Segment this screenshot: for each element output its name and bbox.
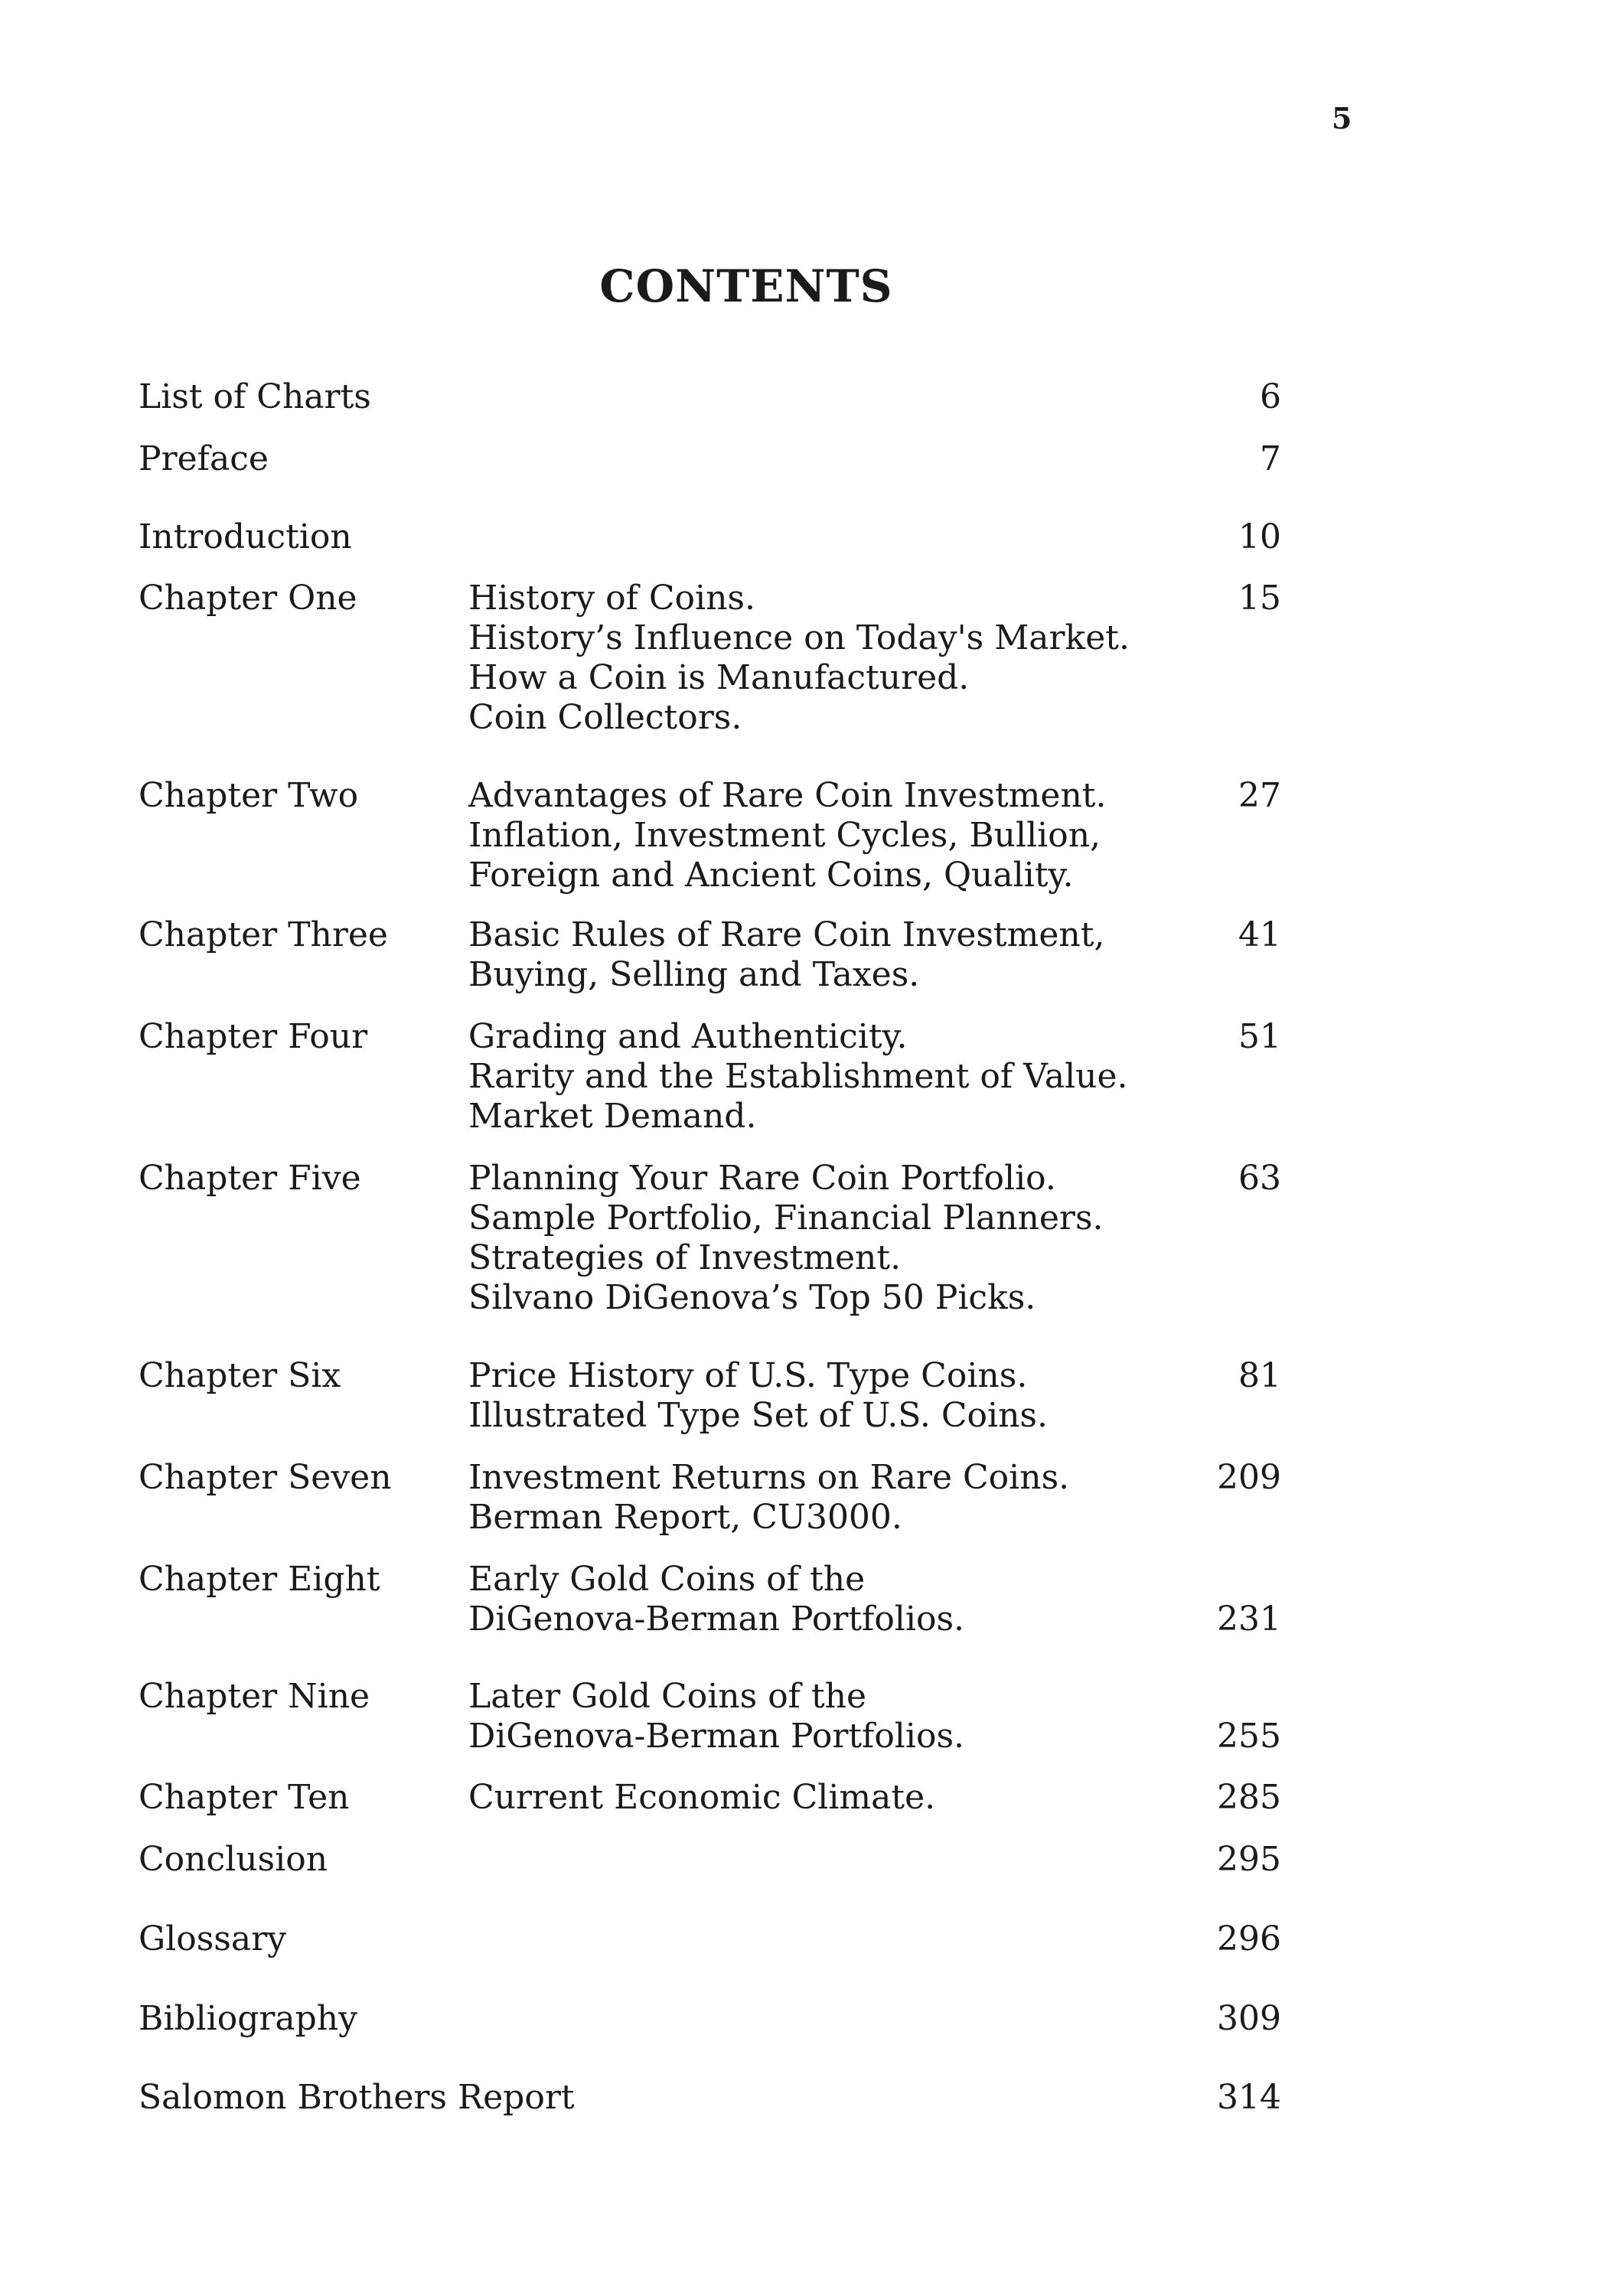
entry-description-line: DiGenova-Berman Portfolios. (468, 1600, 965, 1639)
entry-description-line: Rarity and the Establishment of Value. (468, 1057, 1128, 1096)
entry-label: Chapter Eight (139, 1560, 380, 1599)
entry-description-line: Basic Rules of Rare Coin Investment, (468, 915, 1105, 954)
entry-label: Conclusion (139, 1840, 328, 1879)
entry-description-line: Sample Portfolio, Financial Planners. (468, 1199, 1104, 1238)
entry-label: Chapter Two (139, 776, 359, 815)
entry-description-line: How a Coin is Manufactured. (468, 658, 970, 697)
entry-label: Bibliography (139, 1999, 357, 2038)
entry-description-line: Investment Returns on Rare Coins. (468, 1458, 1070, 1497)
page-number: 5 (1332, 101, 1352, 135)
entry-label: Chapter Five (139, 1159, 361, 1198)
entry-label: Chapter Four (139, 1017, 368, 1056)
entry-page-number: 10 (1238, 517, 1281, 556)
entry-page-number: 285 (1217, 1778, 1281, 1817)
entry-description-line: Advantages of Rare Coin Investment. (468, 776, 1107, 815)
entry-description-line: Strategies of Investment. (468, 1238, 902, 1277)
entry-description-line: Coin Collectors. (468, 698, 742, 737)
entry-page-number: 231 (1217, 1600, 1281, 1639)
entry-page-number: 41 (1238, 915, 1281, 954)
entry-description-line: Inflation, Investment Cycles, Bullion, (468, 816, 1101, 855)
entry-description (468, 1560, 964, 1639)
entry-description-line: Current Economic Climate. (468, 1778, 936, 1817)
entry-description-line: Price History of U.S. Type Coins. (468, 1356, 1028, 1395)
entry-page-number: 209 (1217, 1458, 1281, 1497)
entry-page-number: 51 (1238, 1017, 1281, 1056)
entry-description-line: Early Gold Coins of the (468, 1560, 866, 1599)
entry-page-number: 6 (1260, 377, 1281, 416)
page-title: CONTENTS (599, 260, 893, 312)
entry-description (468, 1458, 1069, 1538)
entry-label: Introduction (139, 517, 352, 556)
entry-description-line: Planning Your Rare Coin Portfolio. (468, 1159, 1056, 1198)
entry-description-line: DiGenova-Berman Portfolios. (468, 1717, 965, 1756)
entry-description (468, 1356, 1048, 1436)
entry-label: List of Charts (139, 377, 371, 416)
entry-description (468, 915, 1104, 995)
entry-description-line: Foreign and Ancient Coins, Quality. (468, 856, 1074, 895)
entry-description (468, 579, 1130, 738)
entry-description-line: Buying, Selling and Taxes. (468, 955, 920, 994)
entry-label: Glossary (139, 1919, 286, 1958)
entry-page-number: 81 (1238, 1356, 1281, 1395)
entry-page-number: 314 (1217, 2078, 1281, 2117)
entry-page-number: 7 (1260, 439, 1281, 478)
entry-page-number: 309 (1217, 1999, 1281, 2038)
entry-description-line: History of Coins. (468, 579, 755, 618)
entry-label: Chapter Seven (139, 1458, 392, 1497)
entry-label: Chapter Ten (139, 1778, 350, 1817)
entry-description (468, 1159, 1104, 1318)
entry-description (468, 776, 1106, 895)
entry-label: Chapter Three (139, 915, 388, 954)
entry-page-number: 63 (1238, 1159, 1281, 1198)
entry-description-line: History’s Influence on Today's Market. (468, 618, 1130, 657)
entry-page-number: 255 (1217, 1717, 1281, 1756)
entry-description-line: Silvano DiGenova’s Top 50 Picks. (468, 1278, 1036, 1317)
entry-description-line: Later Gold Coins of the (468, 1677, 867, 1716)
entry-description (468, 1017, 1128, 1137)
entry-label: Chapter Nine (139, 1677, 370, 1716)
entry-label: Preface (139, 439, 269, 478)
entry-description (468, 1778, 935, 1818)
entry-description-line: Market Demand. (468, 1097, 757, 1136)
entry-label: Salomon Brothers Report (139, 2078, 575, 2117)
entry-label: Chapter Six (139, 1356, 341, 1395)
entry-page-number: 15 (1238, 579, 1281, 618)
entry-description (468, 1677, 964, 1756)
entry-description-line: Illustrated Type Set of U.S. Coins. (468, 1396, 1048, 1435)
entry-page-number: 296 (1217, 1919, 1281, 1958)
entry-description-line: Berman Report, CU3000. (468, 1498, 902, 1537)
entry-page-number: 295 (1217, 1840, 1281, 1879)
entry-description-line: Grading and Authenticity. (468, 1017, 908, 1056)
entry-label: Chapter One (139, 579, 357, 618)
entry-page-number: 27 (1238, 776, 1281, 815)
